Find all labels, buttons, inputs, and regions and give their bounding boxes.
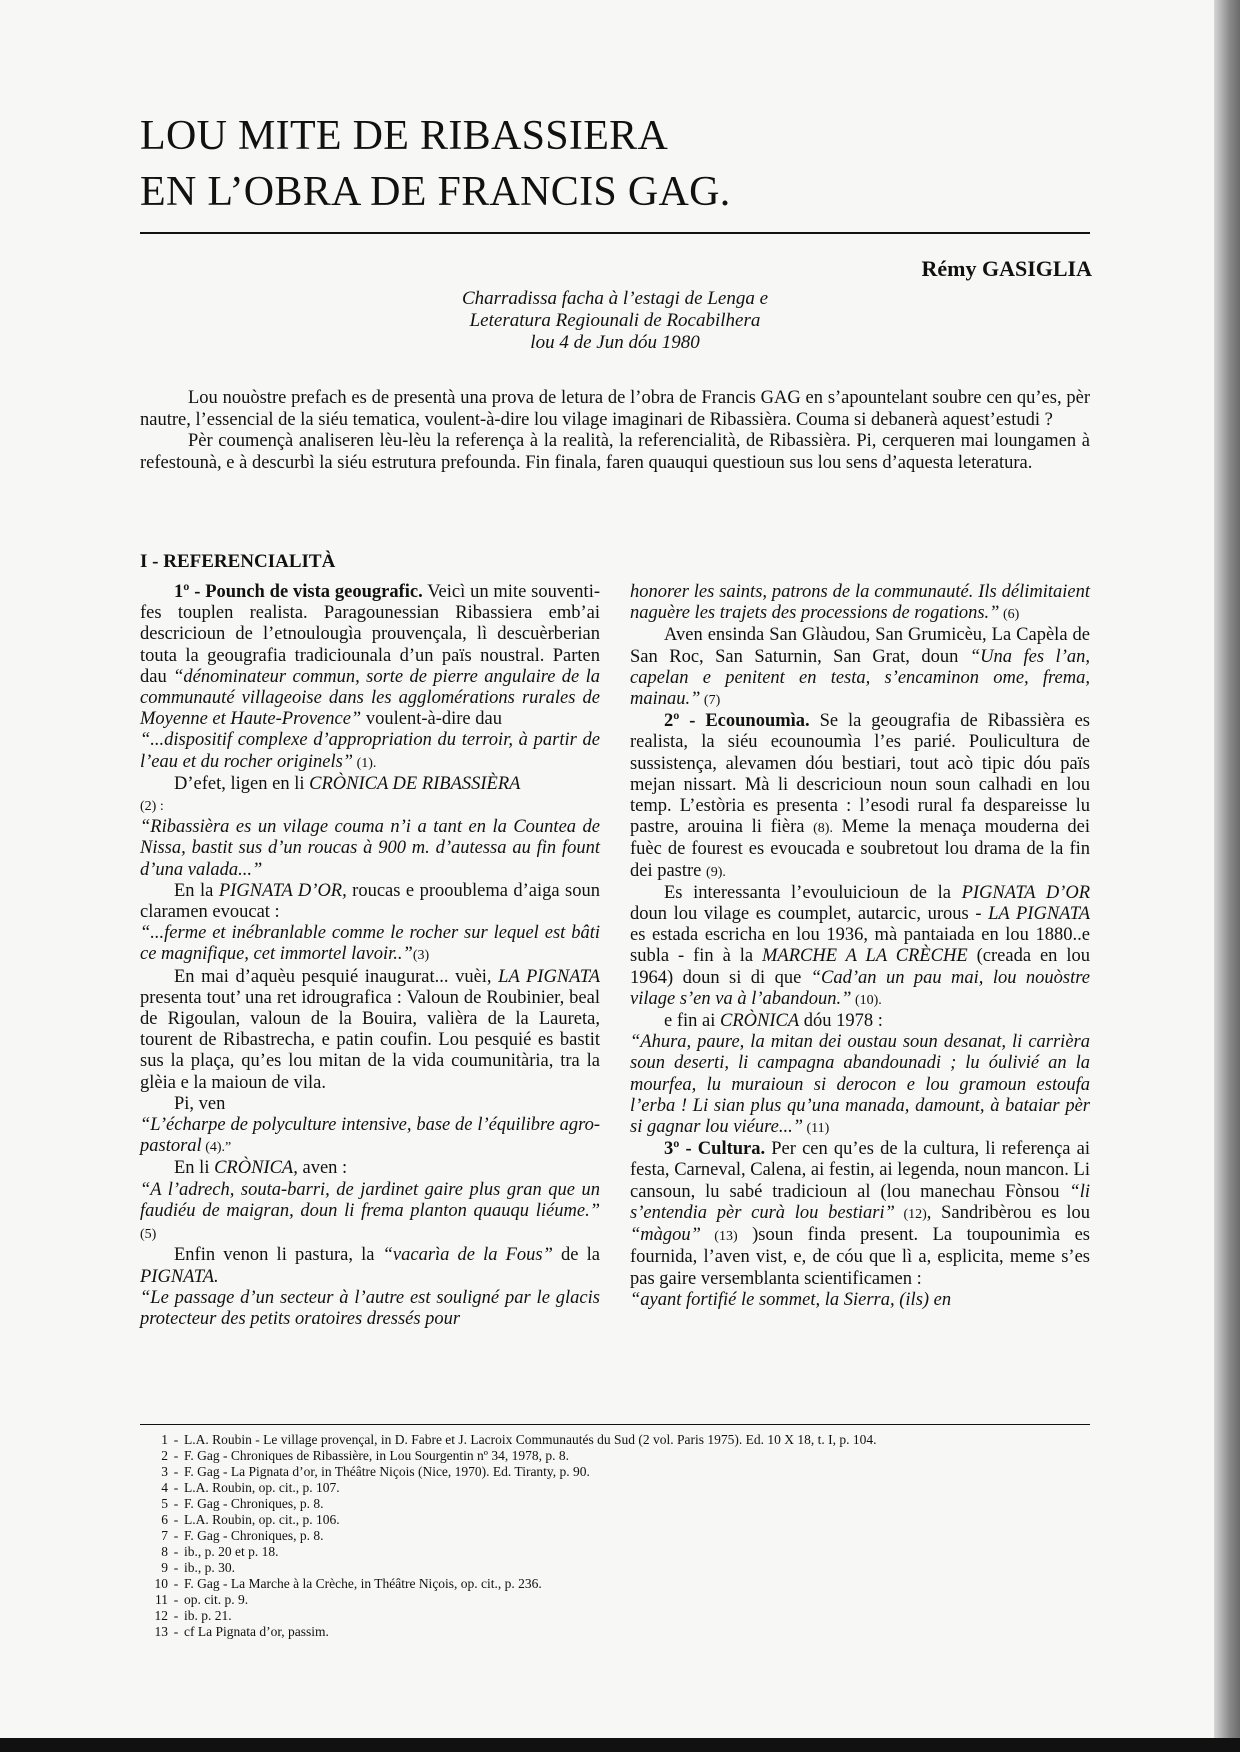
footnote-number: 10 [154, 1576, 168, 1591]
footnote-ref: (4).” [201, 1140, 232, 1156]
footnote-item [140, 1592, 1090, 1608]
footnote-ref: (9). [706, 864, 726, 880]
paragraph [630, 711, 1090, 883]
subtitle-line: lou 4 de Jun dóu 1980 [530, 332, 700, 353]
paragraph [140, 967, 600, 1094]
paragraph [630, 582, 1090, 625]
quote: “vacarìa de la Fous” [382, 1245, 553, 1266]
text: En li [174, 1158, 215, 1179]
text: presenta tout’ una ret idrougrafica : Valoun de Roubinier, beal de Rigoulan, valoun de la Bouira, valièra de la Laureta, tourent de Ribastrecha, e patin coufin. Lou pesquié es bastit sus la plaça, qu’es lou mitan de la vida coumunitària, tra la glèia e la maioun de vila. [140, 987, 600, 1093]
footnote-dash: - [173, 1528, 179, 1543]
footnote-ref: (2) : [140, 799, 164, 815]
text: e fin ai [664, 1011, 720, 1032]
paragraph [140, 730, 600, 773]
footnote-text: F. Gag - Chroniques de Ribassière, in Lou Sourgentin nº 34, 1978, p. 8. [184, 1448, 569, 1463]
text: de la [552, 1245, 600, 1266]
text: doun lou vilage es coumplet, autarcic, urous - [630, 904, 989, 925]
footnote-number: 11 [155, 1592, 168, 1607]
paragraph [630, 1290, 1090, 1311]
text: Enfin venon li pastura, la [174, 1245, 383, 1266]
paragraph [630, 1139, 1090, 1289]
footnote-text: L.A. Roubin - Le village provençal, in D. Fabre et J. Lacroix Communautés du Sud (2 vol. Paris 1975). Ed. 10 X 18, t. I, p. 104. [184, 1432, 877, 1447]
footnote-dash: - [173, 1432, 179, 1447]
footnote-number: 2 [161, 1448, 168, 1463]
paragraph [140, 1158, 600, 1179]
footnote-ref: (13) [700, 1229, 738, 1245]
footnote-text: op. cit. p. 9. [184, 1592, 249, 1607]
paragraph [630, 1011, 1090, 1032]
quote: “...ferme et inébranlable comme le rocher sur lequel est bâti ce magnifique, cet immortel lavoir..” [140, 923, 600, 965]
footnote-dash: - [173, 1496, 179, 1511]
footnote-item [140, 1512, 1090, 1528]
footnote-text: ib., p. 20 et p. 18. [184, 1544, 279, 1559]
subtitle-line: Charradissa facha à l’estagi de Lenga e [461, 288, 769, 309]
work-title: CRÒNICA DE RIBASSIÈRA [309, 773, 521, 794]
paragraph [140, 1245, 600, 1287]
subheading: 1º - Pounch de vista geougrafic. [174, 582, 423, 602]
footnote-dash: - [173, 1592, 179, 1607]
footnote-dash: - [173, 1512, 179, 1527]
subheading: 2º - Ecounoumìa. [664, 711, 810, 732]
work-title: CRÒNICA [720, 1011, 800, 1032]
left-column [140, 582, 600, 1330]
text: voulent-à-dire dau [361, 709, 502, 730]
quote: “dénominateur commun, sorte de pierre angulaire de la communauté villageoise dans les agglomérations rurales de Moyenne et Haute-Provence” [140, 666, 601, 730]
footnote-text: F. Gag - Chroniques, p. 8. [184, 1528, 324, 1543]
footnote-text: cf La Pignata d’or, passim. [184, 1624, 329, 1639]
text: (creada en lou 1964) doun si di que [630, 946, 1090, 988]
work-title: PIGNATA D’OR [961, 882, 1091, 903]
text: Aven ensinda San Glàudou, San Grumicèu, La Capèla de San Roc, San Saturnin, San Grat, doun [630, 625, 1090, 667]
paragraph [140, 582, 600, 730]
footnote-ref: (11) [803, 1121, 830, 1137]
footnote-ref: (3) [412, 948, 430, 964]
text: aven : [297, 1158, 348, 1179]
work-title: MARCHE A LA CRÈCHE [762, 946, 968, 967]
footnote-item [140, 1576, 1090, 1592]
text: roucas e prooublema d’aiga soun claramen evoucat : [140, 880, 601, 923]
quote: honorer les saints, patrons de la communauté. Ils délimitaient naguère les trajets des processions de rogations.” [630, 582, 1090, 624]
footnote-text: ib., p. 30. [184, 1560, 236, 1575]
footnote-item [140, 1496, 1090, 1512]
work-title: PIGNATA D’OR, [218, 880, 347, 901]
paragraph [140, 817, 600, 881]
footnote-ref: (7) [700, 693, 721, 709]
paragraph [140, 923, 600, 966]
footnote-number: 4 [161, 1480, 168, 1495]
footnote-number: 6 [161, 1512, 168, 1527]
footnote-item [140, 1432, 1090, 1448]
footnote-item [140, 1560, 1090, 1576]
footnote-text: ib. p. 21. [184, 1608, 232, 1623]
quote: “Una fes l’an, capelan e penitent en testa, s’encaminon ome, frema, mainau.” [630, 646, 1090, 710]
section-heading: I - REFERENCIALITÀ [140, 551, 336, 572]
text: Veicì un mite souventi-fes touplen realista. Paragounessian Ribassiera emb’ai descricioun de l’etnoulougìa prouvençala, lì descuèrberian touta la geougrafia tradiciounala d’un païs noustral. Parten dau [140, 582, 600, 687]
footnote-number: 9 [161, 1560, 168, 1575]
work-title: CRÒNICA, [214, 1158, 298, 1179]
footnote-item [140, 1528, 1090, 1544]
quote: “A l’adrech, souta-barri, de jardinet gaire plus gran que un faudiéu de maigran, doun li frema planton quauqu liéume.” [140, 1179, 600, 1221]
footnote-number: 5 [161, 1496, 168, 1511]
paragraph [140, 881, 600, 923]
footnote-item [140, 1544, 1090, 1560]
paragraph: Pi, ven [174, 1093, 226, 1114]
footnote-dash: - [173, 1560, 179, 1575]
paragraph [140, 795, 600, 817]
footnote-number: 3 [161, 1464, 168, 1479]
footnote-text: F. Gag - La Pignata d’or, in Théâtre Niçois (Nice, 1970). Ed. Tiranty, p. 90. [184, 1464, 590, 1479]
footnote-item [140, 1448, 1090, 1464]
paragraph [140, 774, 600, 795]
quote: “Le passage d’un secteur à l’autre est souligné par le glacis protecteur des petits oratoires dressés pour [140, 1287, 600, 1329]
quote: “Ahura, paure, la mitan dei oustau soun desanat, li carrièra soun deserti, li campagna abandounadi ; lu óulivié an la mourfea, lu muraioun si derocon e lou gramoun estoufa l’erba ! Li sian plus qu’una manada, damount, à bataiar pèr si gagnar lou viéure...” [630, 1032, 1090, 1138]
footnote-number: 13 [154, 1624, 168, 1639]
footnote-dash: - [173, 1576, 179, 1591]
footnotes [140, 1432, 1090, 1640]
paragraph [140, 1288, 600, 1330]
text: Per cen qu’es de la cultura, li referença ai festa, Carneval, Calena, ai festin, ai legenda, noun mancon. Li cansoun, lu sabé tradicioun al (lou manechau Fònsou [630, 1139, 1091, 1202]
paragraph [630, 883, 1090, 1011]
subheading: 3º - Cultura. [664, 1139, 766, 1160]
footnote-dash: - [173, 1480, 179, 1495]
text: dóu 1978 : [799, 1011, 883, 1032]
quote: “...dispositif complexe d’appropriation du terroir, à partir de l’eau et du rocher originels” [140, 730, 600, 772]
footnote-item [140, 1480, 1090, 1496]
work-title: LA PIGNATA [498, 966, 600, 987]
intro-paragraph: Pèr coumençà analiseren lèu-lèu la referença à la realità, la referencialità, de Ribassièra. Pi, cerqueren mai loungamen à refestounà, e à descurbì la siéu estrutura prefounda. Fin finala, faren quauqui questioun sus lou sens d’aquesta leteratura. [140, 431, 1090, 473]
footnote-dash: - [173, 1624, 179, 1639]
intro-paragraph: Lou nouòstre prefach es de presentà una prova de letura de l’obra de Francis GAG en s’apountelant soubre cen qu’es, pèr nautre, l’essencial de la siéu tematica, voulent-à-dire lou vilage imaginari de Ribassièra. Couma si debanerà aquest’estudi ? [140, 388, 1090, 430]
footnote-number: 8 [161, 1544, 168, 1559]
title-line-1: LOU MITE DE RIBASSIERA [140, 113, 669, 159]
footnote-dash: - [173, 1448, 179, 1463]
paragraph [630, 625, 1090, 711]
text: , Sandribèrou es lou [926, 1202, 1090, 1223]
quote: “màgou” [630, 1225, 701, 1246]
quote: “L’écharpe de polyculture intensive, base de l’équilibre agro-pastoral [140, 1115, 600, 1157]
footnote-number: 1 [161, 1432, 168, 1447]
text: En mai d’aquèu pesquié inaugurat... vuèi, [174, 966, 499, 987]
text: En la [174, 880, 219, 901]
title-divider [140, 232, 1090, 234]
footnote-text: L.A. Roubin, op. cit., p. 106. [184, 1512, 340, 1527]
footnote-item [140, 1608, 1090, 1624]
work-title: LA PIGNATA [988, 904, 1090, 925]
footnote-text: F. Gag - Chroniques, p. 8. [184, 1496, 324, 1511]
quote: “Cad’an un pau mai, lou nouòstre vilage s’en va à l’abandoun.” [630, 967, 1090, 1009]
quote: “li s’entendia pèr curà lou bestiari” [630, 1181, 1090, 1223]
footnote-ref: (10). [851, 992, 882, 1008]
right-column [630, 582, 1090, 1311]
footnote-item [140, 1624, 1090, 1640]
author-name: Rémy GASIGLIA [921, 256, 1092, 281]
text: Meme la menaça mouderna dei fuèc de fourest es evoucada e soubretout lou drama de la fin dei pastre [630, 817, 1091, 881]
paragraph [140, 1180, 600, 1246]
work-title: PIGNATA. [140, 1266, 219, 1287]
introduction [140, 388, 1090, 474]
page-spine-shadow [1214, 0, 1240, 1752]
footnote-dash: - [173, 1608, 179, 1623]
article-title [140, 108, 1090, 220]
footnote-dash: - [173, 1544, 179, 1559]
footnote-ref: (12) [894, 1206, 927, 1222]
footnote-ref: (5) [140, 1227, 157, 1243]
footnote-number: 12 [154, 1608, 168, 1623]
footnote-divider [140, 1424, 1090, 1425]
paragraph [140, 1115, 600, 1158]
footnote-ref: (1). [353, 755, 377, 771]
talk-subtitle [380, 288, 850, 354]
text: Se la geougrafia de Ribassièra es realista, la siéu ecounoumìa l’es parié. Poulicultura de sussistença, alevamen dóu bestiari, tout acò tipic dóu païs mejan nissart. Mà li descricioun noun soun calhadi en lou temp. L’estòria es presenta : l’esodi rural fa despareisse lu pastre, arouina li fièra [630, 711, 1090, 838]
footnote-number: 7 [161, 1528, 168, 1543]
subtitle-line: Leteratura Regiounali de Rocabilhera [469, 310, 761, 331]
quote: “ayant fortifié le sommet, la Sierra, (ils) en [630, 1289, 952, 1310]
quote: “Ribassièra es un vilage couma n’i a tant en la Countea de Nissa, bastit sus d’un roucas à 900 m. d’autessa au fin fount d’una valada...” [140, 817, 600, 880]
text: es estada escricha en lou 1936, mà pantaiada en lou 1880..e subla - fin à la [630, 925, 1090, 967]
footnote-text: F. Gag - La Marche à la Crèche, in Théâtre Niçois, op. cit., p. 236. [184, 1576, 542, 1591]
paragraph [630, 1032, 1090, 1139]
footnote-text: L.A. Roubin, op. cit., p. 107. [184, 1480, 340, 1495]
footnote-ref: (8). [813, 821, 833, 837]
scan-bottom-edge [0, 1738, 1240, 1752]
footnote-ref: (6) [999, 607, 1020, 623]
footnote-item [140, 1464, 1090, 1480]
title-line-2: EN L’OBRA DE FRANCIS GAG. [140, 169, 731, 215]
text: )soun finda present. La toupounimìa es fournida, l’aven vist, e, de cóu que lì a, esplicita, meme s’es pas gaire versemblanta scientificamen : [630, 1225, 1090, 1289]
text: D’efet, ligen en li [174, 773, 310, 794]
footnote-dash: - [173, 1464, 179, 1479]
text: Es interessanta l’evouluicioun de la [664, 882, 962, 903]
